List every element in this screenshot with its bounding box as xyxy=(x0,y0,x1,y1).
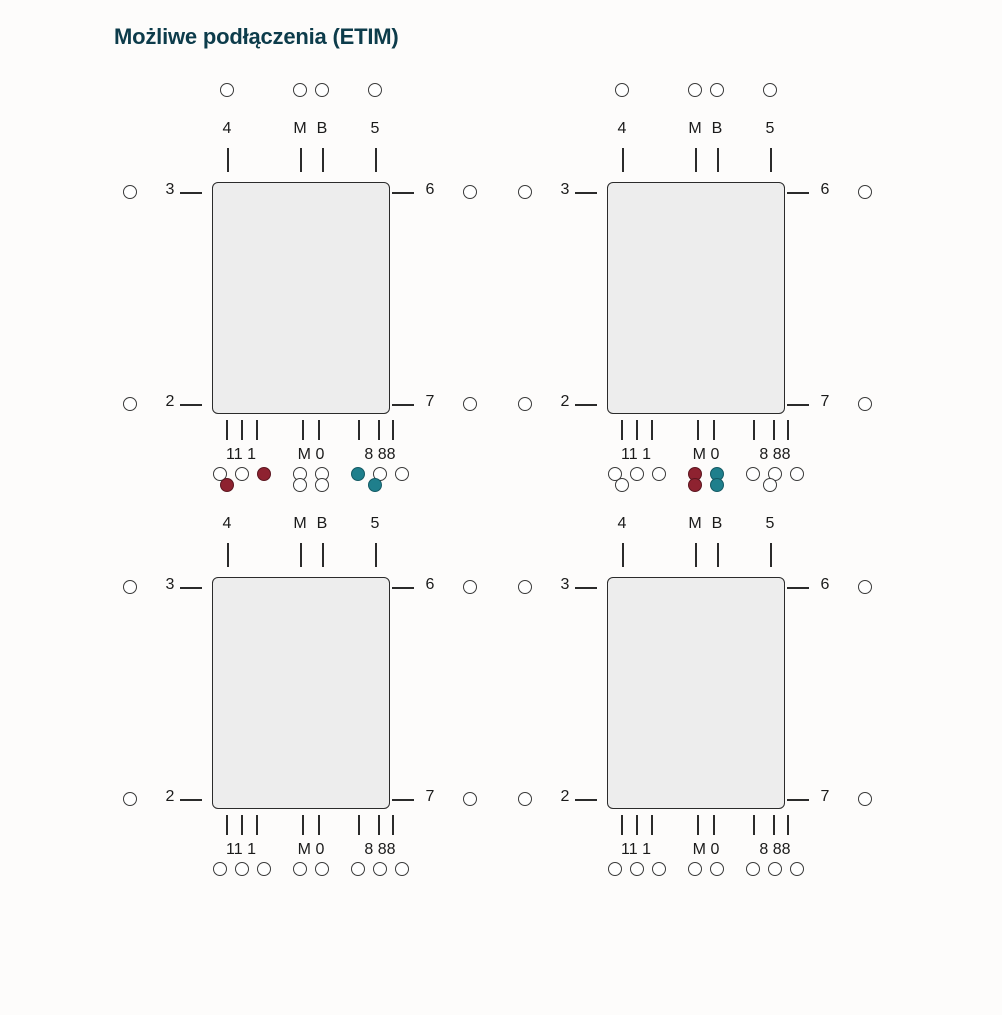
top-terminal-label: 5 xyxy=(370,515,380,532)
top-terminal-dot[interactable] xyxy=(688,83,702,97)
bottom-lead-tick xyxy=(318,815,320,835)
left-terminal-label: 2 xyxy=(165,393,175,410)
top-terminal-label: 5 xyxy=(765,515,775,532)
left-lead-tick xyxy=(575,404,597,406)
device-body xyxy=(607,577,785,809)
bottom-lead-tick xyxy=(621,420,623,440)
top-lead-tick xyxy=(770,543,772,567)
top-terminal-dot[interactable] xyxy=(293,83,307,97)
top-terminal-dot[interactable] xyxy=(615,83,629,97)
bottom-terminal-dot[interactable] xyxy=(315,862,329,876)
bottom-lead-tick xyxy=(226,420,228,440)
bottom-lead-tick xyxy=(621,815,623,835)
device-body xyxy=(212,182,390,414)
left-terminal-dot[interactable] xyxy=(123,580,137,594)
left-terminal-dot[interactable] xyxy=(518,792,532,806)
top-lead-tick xyxy=(227,543,229,567)
left-lead-tick xyxy=(180,192,202,194)
right-terminal-dot[interactable] xyxy=(463,397,477,411)
left-terminal-dot[interactable] xyxy=(518,397,532,411)
top-terminal-label: M xyxy=(688,515,702,532)
top-lead-tick xyxy=(227,148,229,172)
bottom-terminal-label: 11 1 xyxy=(621,446,651,463)
right-terminal-label: 6 xyxy=(820,181,830,198)
bottom-terminal-dot[interactable] xyxy=(688,862,702,876)
right-lead-tick xyxy=(392,587,414,589)
right-terminal-dot[interactable] xyxy=(858,185,872,199)
top-terminal-label: 4 xyxy=(617,515,627,532)
top-lead-tick xyxy=(300,543,302,567)
right-lead-tick xyxy=(787,192,809,194)
bottom-lead-tick xyxy=(241,815,243,835)
top-lead-tick xyxy=(322,543,324,567)
bottom-lead-tick xyxy=(753,815,755,835)
bottom-lead-tick xyxy=(358,815,360,835)
left-terminal-label: 3 xyxy=(165,181,175,198)
left-terminal-dot[interactable] xyxy=(518,185,532,199)
top-lead-tick xyxy=(695,148,697,172)
bottom-lead-tick xyxy=(753,420,755,440)
left-lead-tick xyxy=(575,587,597,589)
bottom-lead-tick xyxy=(787,815,789,835)
connection-diagram xyxy=(505,465,905,905)
left-terminal-label: 2 xyxy=(560,788,570,805)
top-terminal-label: 4 xyxy=(222,120,232,137)
bottom-terminal-label: 8 88 xyxy=(364,841,396,858)
right-terminal-label: 6 xyxy=(820,576,830,593)
top-terminal-label: M xyxy=(293,120,307,137)
top-lead-tick xyxy=(622,148,624,172)
left-terminal-dot[interactable] xyxy=(123,185,137,199)
bottom-terminal-dot[interactable] xyxy=(213,862,227,876)
bottom-lead-tick xyxy=(302,815,304,835)
right-terminal-dot[interactable] xyxy=(463,792,477,806)
bottom-terminal-dot[interactable] xyxy=(790,862,804,876)
left-lead-tick xyxy=(180,587,202,589)
right-lead-tick xyxy=(392,404,414,406)
bottom-lead-tick xyxy=(697,815,699,835)
top-terminal-label: B xyxy=(316,120,328,137)
left-lead-tick xyxy=(575,799,597,801)
device-body xyxy=(607,182,785,414)
right-lead-tick xyxy=(787,799,809,801)
top-terminal-label: B xyxy=(711,120,723,137)
top-terminal-label: B xyxy=(711,515,723,532)
bottom-terminal-label: 8 88 xyxy=(759,841,791,858)
bottom-terminal-dot[interactable] xyxy=(293,862,307,876)
top-terminal-dot[interactable] xyxy=(710,83,724,97)
bottom-terminal-dot[interactable] xyxy=(630,862,644,876)
left-lead-tick xyxy=(180,799,202,801)
device-body xyxy=(212,577,390,809)
bottom-terminal-label: M 0 xyxy=(692,841,720,858)
bottom-lead-tick xyxy=(302,420,304,440)
top-terminal-dot[interactable] xyxy=(220,83,234,97)
bottom-terminal-dot[interactable] xyxy=(351,862,365,876)
bottom-lead-tick xyxy=(256,815,258,835)
connection-diagram xyxy=(505,70,905,510)
top-terminal-dot[interactable] xyxy=(220,478,234,492)
top-lead-tick xyxy=(717,543,719,567)
bottom-lead-tick xyxy=(256,420,258,440)
bottom-lead-tick xyxy=(241,420,243,440)
right-terminal-dot[interactable] xyxy=(463,580,477,594)
bottom-terminal-label: 11 1 xyxy=(226,446,256,463)
left-lead-tick xyxy=(180,404,202,406)
right-terminal-label: 6 xyxy=(425,181,435,198)
top-terminal-label: 5 xyxy=(370,120,380,137)
page-title: Możliwe podłączenia (ETIM) xyxy=(114,24,399,49)
bottom-lead-tick xyxy=(651,420,653,440)
left-terminal-label: 3 xyxy=(560,576,570,593)
bottom-terminal-label: 8 88 xyxy=(759,446,791,463)
right-terminal-dot[interactable] xyxy=(858,792,872,806)
right-terminal-label: 7 xyxy=(425,788,435,805)
bottom-lead-tick xyxy=(651,815,653,835)
right-terminal-dot[interactable] xyxy=(463,185,477,199)
right-lead-tick xyxy=(392,799,414,801)
bottom-lead-tick xyxy=(713,420,715,440)
bottom-terminal-dot[interactable] xyxy=(235,862,249,876)
top-terminal-dot[interactable] xyxy=(315,478,329,492)
right-terminal-label: 6 xyxy=(425,576,435,593)
top-lead-tick xyxy=(770,148,772,172)
top-lead-tick xyxy=(622,543,624,567)
bottom-terminal-dot[interactable] xyxy=(373,862,387,876)
bottom-lead-tick xyxy=(636,815,638,835)
bottom-lead-tick xyxy=(392,815,394,835)
top-terminal-dot[interactable] xyxy=(710,478,724,492)
left-lead-tick xyxy=(575,192,597,194)
right-lead-tick xyxy=(787,404,809,406)
bottom-lead-tick xyxy=(787,420,789,440)
right-terminal-dot[interactable] xyxy=(858,397,872,411)
top-terminal-label: M xyxy=(293,515,307,532)
left-terminal-label: 2 xyxy=(165,788,175,805)
top-terminal-dot[interactable] xyxy=(615,478,629,492)
bottom-lead-tick xyxy=(773,420,775,440)
top-terminal-dot[interactable] xyxy=(688,478,702,492)
bottom-lead-tick xyxy=(378,420,380,440)
top-lead-tick xyxy=(695,543,697,567)
left-terminal-label: 3 xyxy=(560,181,570,198)
connection-diagram xyxy=(110,70,510,510)
bottom-terminal-dot[interactable] xyxy=(768,862,782,876)
top-terminal-dot[interactable] xyxy=(763,478,777,492)
bottom-terminal-dot[interactable] xyxy=(608,862,622,876)
top-lead-tick xyxy=(717,148,719,172)
bottom-terminal-dot[interactable] xyxy=(710,862,724,876)
top-lead-tick xyxy=(375,148,377,172)
bottom-lead-tick xyxy=(773,815,775,835)
top-terminal-label: B xyxy=(316,515,328,532)
connection-diagram xyxy=(110,465,510,905)
bottom-terminal-label: 11 1 xyxy=(621,841,651,858)
top-terminal-dot[interactable] xyxy=(315,83,329,97)
bottom-terminal-dot[interactable] xyxy=(652,862,666,876)
bottom-lead-tick xyxy=(318,420,320,440)
bottom-lead-tick xyxy=(713,815,715,835)
left-terminal-label: 3 xyxy=(165,576,175,593)
right-terminal-label: 7 xyxy=(425,393,435,410)
left-terminal-dot[interactable] xyxy=(123,792,137,806)
bottom-lead-tick xyxy=(697,420,699,440)
bottom-terminal-label: M 0 xyxy=(692,446,720,463)
top-terminal-dot[interactable] xyxy=(293,478,307,492)
bottom-terminal-dot[interactable] xyxy=(257,862,271,876)
left-terminal-label: 2 xyxy=(560,393,570,410)
bottom-lead-tick xyxy=(392,420,394,440)
bottom-lead-tick xyxy=(226,815,228,835)
top-terminal-dot[interactable] xyxy=(368,478,382,492)
bottom-terminal-dot[interactable] xyxy=(395,862,409,876)
top-terminal-dot[interactable] xyxy=(368,83,382,97)
top-lead-tick xyxy=(375,543,377,567)
bottom-terminal-label: M 0 xyxy=(297,841,325,858)
left-terminal-dot[interactable] xyxy=(123,397,137,411)
bottom-lead-tick xyxy=(378,815,380,835)
bottom-terminal-dot[interactable] xyxy=(746,862,760,876)
right-terminal-dot[interactable] xyxy=(858,580,872,594)
right-terminal-label: 7 xyxy=(820,788,830,805)
bottom-terminal-label: M 0 xyxy=(297,446,325,463)
bottom-terminal-label: 11 1 xyxy=(226,841,256,858)
top-terminal-label: 4 xyxy=(617,120,627,137)
top-terminal-dot[interactable] xyxy=(763,83,777,97)
top-lead-tick xyxy=(300,148,302,172)
top-terminal-label: M xyxy=(688,120,702,137)
bottom-lead-tick xyxy=(358,420,360,440)
bottom-terminal-label: 8 88 xyxy=(364,446,396,463)
left-terminal-dot[interactable] xyxy=(518,580,532,594)
right-terminal-label: 7 xyxy=(820,393,830,410)
top-lead-tick xyxy=(322,148,324,172)
top-terminal-label: 4 xyxy=(222,515,232,532)
right-lead-tick xyxy=(392,192,414,194)
right-lead-tick xyxy=(787,587,809,589)
bottom-lead-tick xyxy=(636,420,638,440)
top-terminal-label: 5 xyxy=(765,120,775,137)
